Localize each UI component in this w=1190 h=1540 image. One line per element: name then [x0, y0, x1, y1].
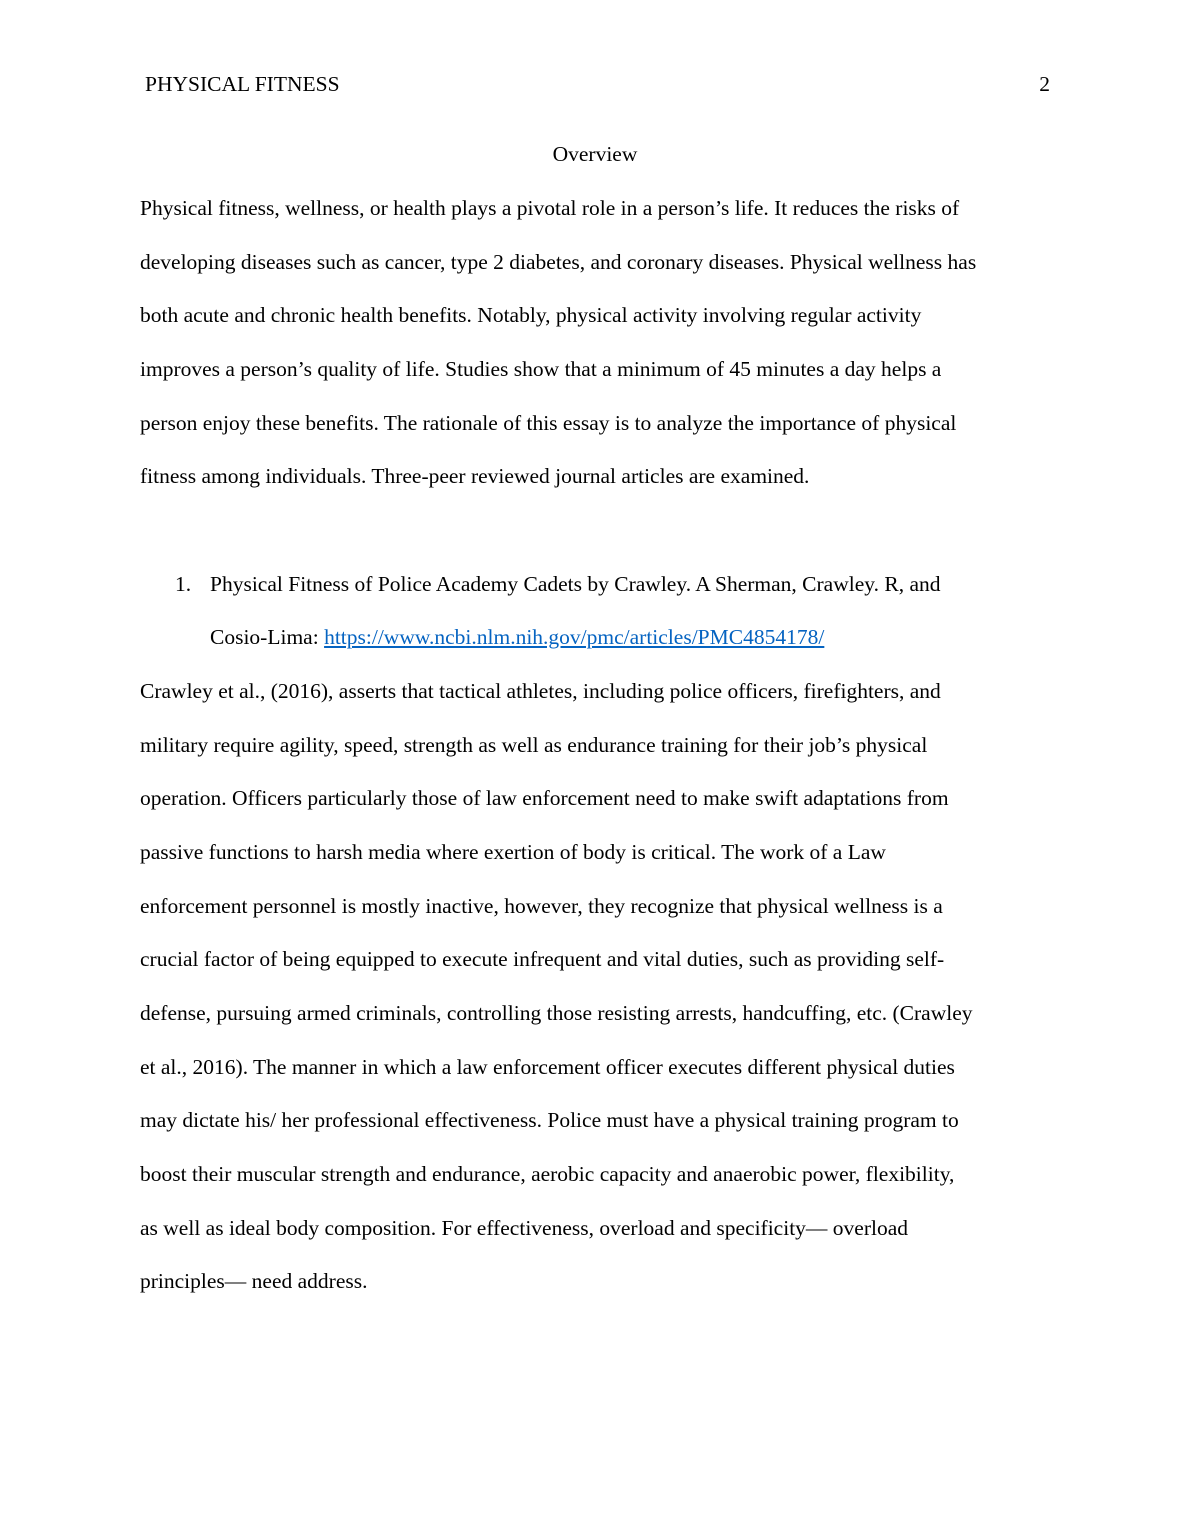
paragraph-line: may dictate his/ her professional effectiveness. Police must have a physical training program to	[140, 1108, 959, 1132]
page-number: 2	[1039, 72, 1050, 96]
article-title-line	[210, 623, 824, 651]
paragraph-line: Crawley et al., (2016), asserts that tactical athletes, including police officers, firefighters, and	[140, 679, 941, 703]
article-authors-suffix: Cosio-Lima:	[210, 625, 325, 649]
list-item-number: 1.	[175, 572, 192, 596]
paragraph-line: operation. Officers particularly those of law enforcement need to make swift adaptations from	[140, 786, 949, 810]
paragraph-line: et al., 2016). The manner in which a law enforcement officer executes different physical duties	[140, 1055, 955, 1079]
paragraph-line: as well as ideal body composition. For effectiveness, overload and specificity— overload	[140, 1216, 909, 1240]
paragraph-line: both acute and chronic health benefits. Notably, physical activity involving regular activity	[140, 303, 922, 327]
paragraph-line: boost their muscular strength and endurance, aerobic capacity and anaerobic power, flexibility,	[140, 1162, 955, 1186]
paragraph-line: developing diseases such as cancer, type 2 diabetes, and coronary diseases. Physical wellness has	[140, 250, 977, 274]
paragraph-line: fitness among individuals. Three-peer reviewed journal articles are examined.	[140, 464, 810, 488]
article-link[interactable]: https://www.ncbi.nlm.nih.gov/pmc/articles/PMC4854178/	[324, 625, 825, 649]
paragraph-line: Physical fitness, wellness, or health plays a pivotal role in a person’s life. It reduces the risks of	[140, 196, 960, 220]
paragraph-line: crucial factor of being equipped to execute infrequent and vital duties, such as providing self-	[140, 947, 945, 971]
article-title-line: Physical Fitness of Police Academy Cadets by Crawley. A Sherman, Crawley. R, and	[210, 572, 941, 596]
paragraph-line: military require agility, speed, strength as well as endurance training for their job’s physical	[140, 733, 928, 757]
paragraph-line: person enjoy these benefits. The rationale of this essay is to analyze the importance of physical	[140, 411, 957, 435]
paragraph-line: improves a person’s quality of life. Studies show that a minimum of 45 minutes a day helps a	[140, 357, 942, 381]
paragraph-line: enforcement personnel is mostly inactive, however, they recognize that physical wellness is a	[140, 894, 943, 918]
section-heading-overview: Overview	[552, 142, 638, 166]
paragraph-line: passive functions to harsh media where exertion of body is critical. The work of a Law	[140, 840, 886, 864]
paragraph-line: defense, pursuing armed criminals, controlling those resisting arrests, handcuffing, etc. (Crawley	[140, 1001, 973, 1025]
running-head: PHYSICAL FITNESS	[145, 72, 340, 96]
paragraph-line: principles— need address.	[140, 1269, 368, 1293]
